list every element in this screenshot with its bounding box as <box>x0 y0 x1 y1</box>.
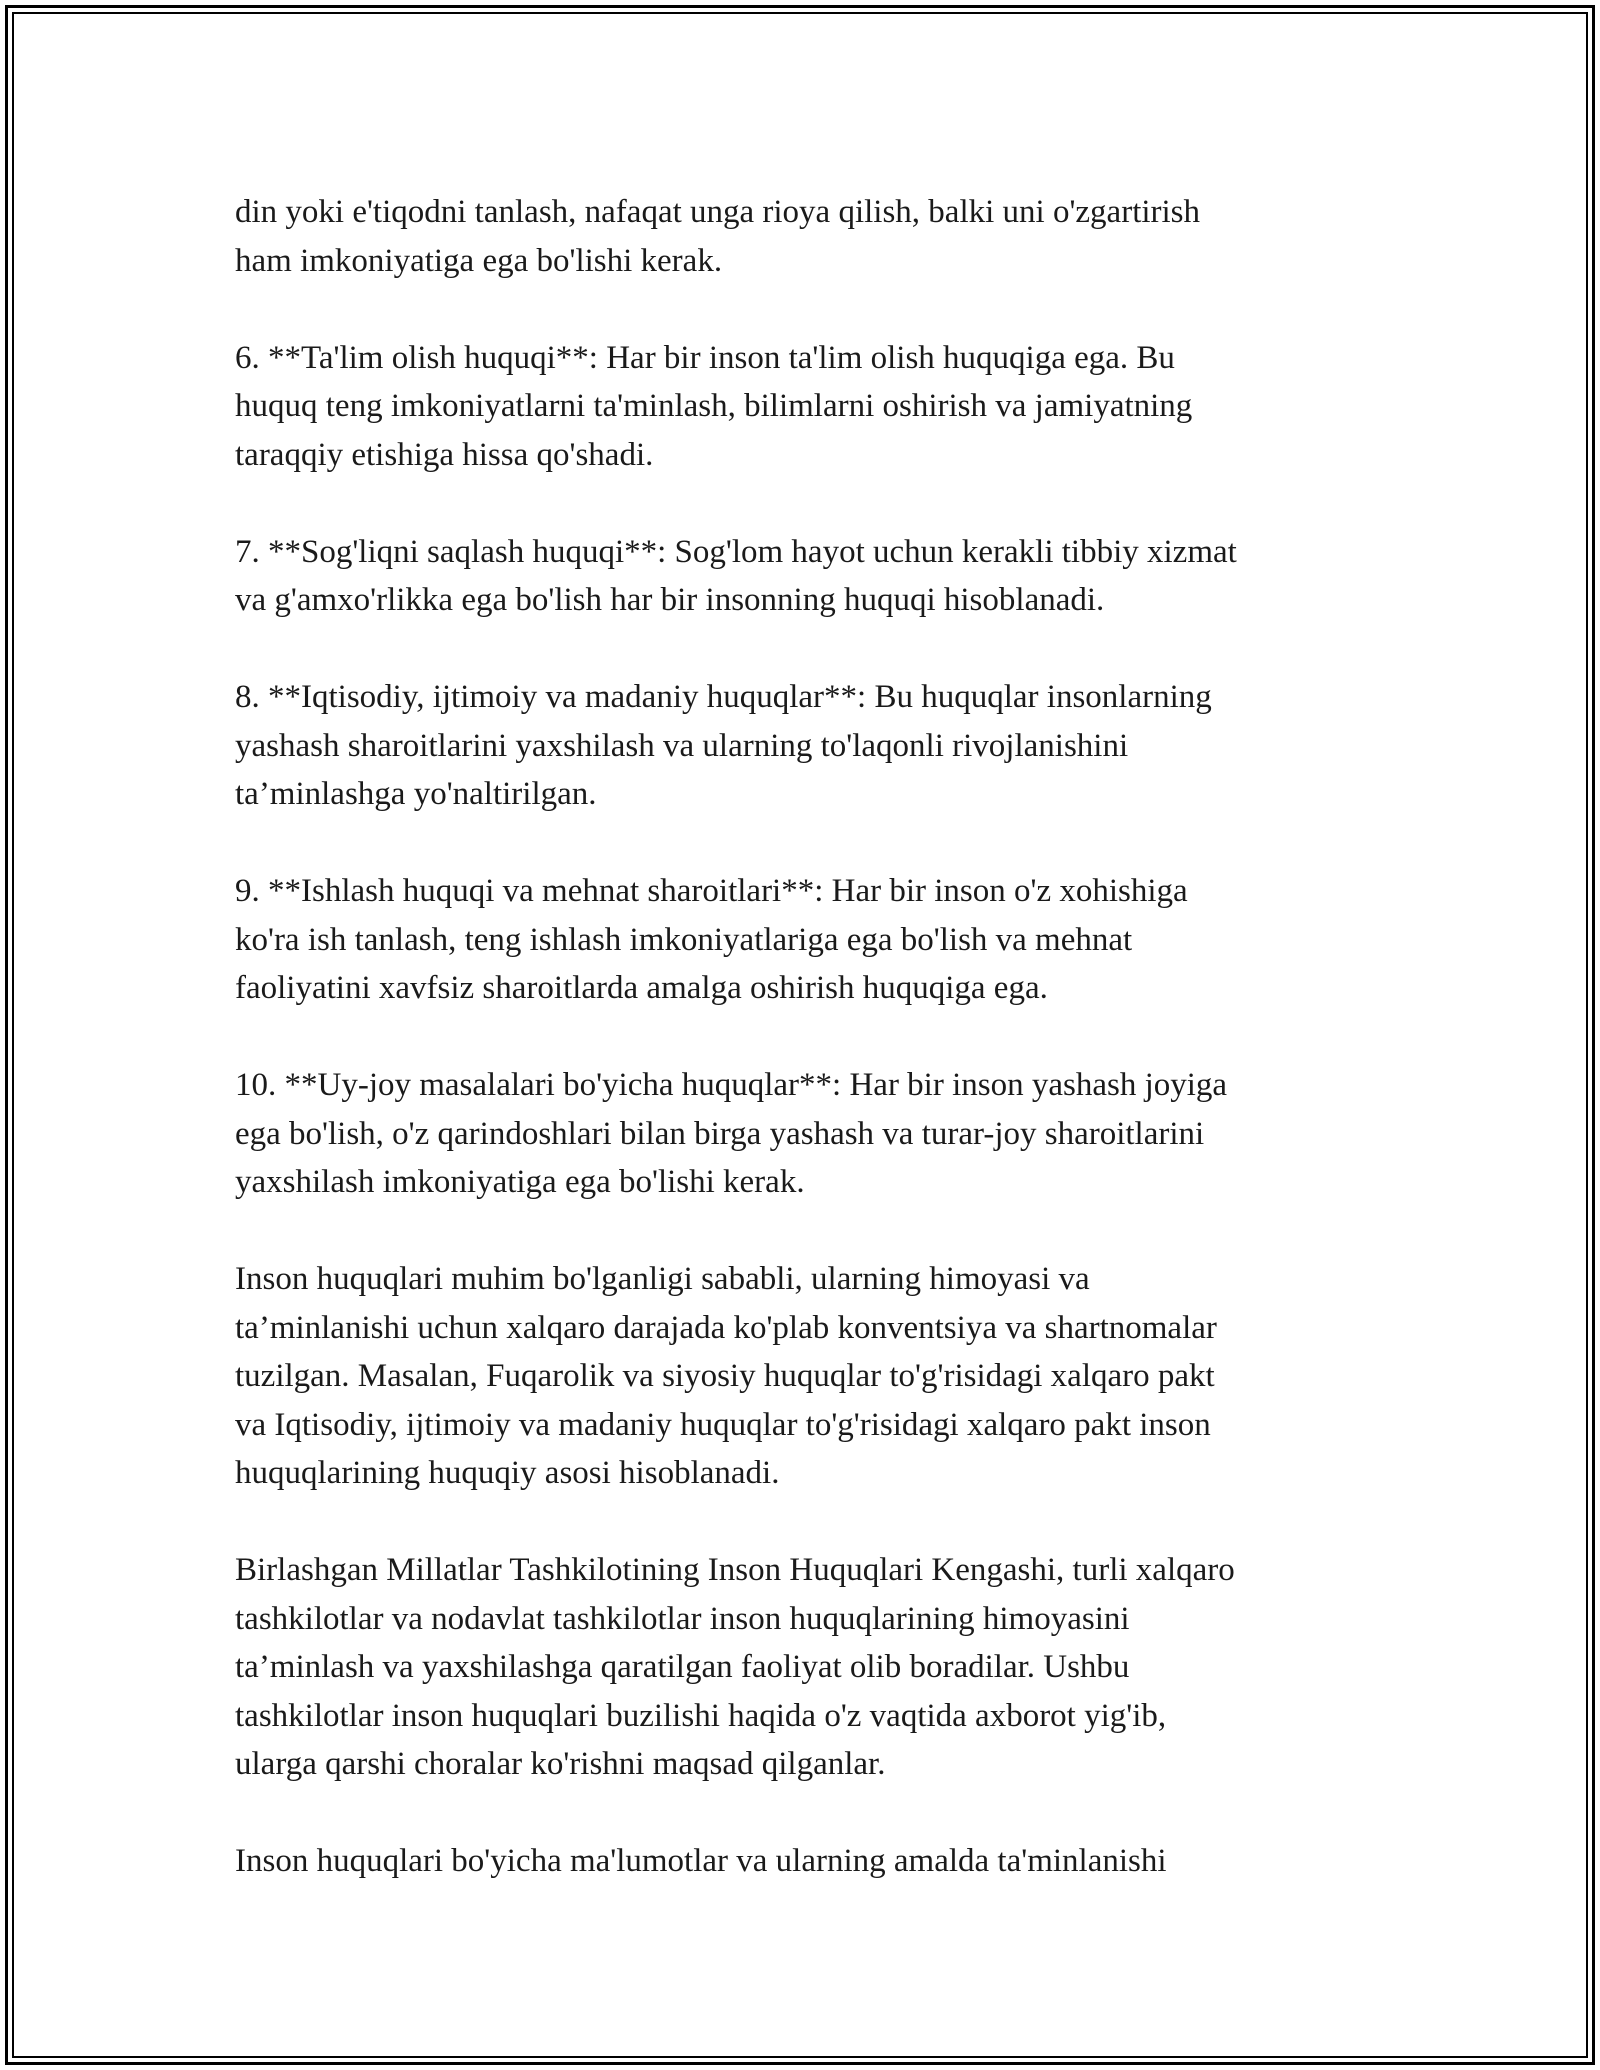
paragraph-right-to-education: 6. **Ta'lim olish huquqi**: Har bir inson ta'lim olish huquqiga ega. Bu huquq teng imkoniyatlarni ta'minlash, bilimlarni oshirish va jamiyatning taraqqiy etishiga hissa qo'shadi. <box>235 339 1193 473</box>
paragraph-right-to-work: 9. **Ishlash huquqi va mehnat sharoitlari**: Har bir inson o'z xohishiga ko'ra ish tanlash, teng ishlash imkoniyatlariga ega bo'lish va mehnat faoliyatini xavfsiz sharoitlarda amalga oshirish huquqiga ega. <box>235 873 1188 1006</box>
paragraph-housing-rights: 10. **Uy-joy masalalari bo'yicha huquqlar**: Har bir inson yashash joyiga ega bo'lish, o'z qarindoshlari bilan birga yashash va turar-joy sharoitlarini yaxshilash imkoniyatiga ega bo'lishi kerak. <box>235 1067 1228 1200</box>
paragraph-human-rights-data: Inson huquqlari bo'yicha ma'lumotlar va ularning amalda ta'minlanishi <box>235 1843 1167 1879</box>
paragraph-international-covenants: Inson huquqlari muhim bo'lganligi sababli, ularning himoyasi va ta’minlanishi uchun xalqaro darajada ko'plab konventsiya va shartnomalar tuzilgan. Masalan, Fuqarolik va siyosiy huquqlar to'g'risidagi xalqaro pakt va Iqtisodiy, ijtimoiy va madaniy huquqlar to'g'risidagi xalqaro pakt inson huquqlarining huquqiy asosi hisoblanadi. <box>235 1261 1217 1491</box>
paragraph-economic-social-cultural-rights: 8. **Iqtisodiy, ijtimoiy va madaniy huquqlar**: Bu huquqlar insonlarning yashash sharoitlarini yaxshilash va ularning to'laqonli rivojlanishini ta’minlashga yo'naltirilgan. <box>235 679 1212 812</box>
paragraph-right-to-health: 7. **Sog'liqni saqlash huquqi**: Sog'lom hayot uchun kerakli tibbiy xizmat va g'amxo'rlikka ega bo'lish har bir insonning huquqi hisoblanadi. <box>235 533 1237 618</box>
paragraph-religion-continuation: din yoki e'tiqodni tanlash, nafaqat unga rioya qilish, balki uni o'zgartirish ham imkoniyatiga ega bo'lishi kerak. <box>235 194 1201 279</box>
document-body <box>235 188 1365 1886</box>
paragraph-un-human-rights-council: Birlashgan Millatlar Tashkilotining Inson Huquqlari Kengashi, turli xalqaro tashkilotlar va nodavlat tashkilotlar inson huquqlarining himoyasini ta’minlash va yaxshilashga qaratilgan faoliyat olib boradilar. Ushbu tashkilotlar inson huquqlari buzilishi haqida o'z vaqtida axborot yig'ib, ularga qarshi choralar ko'rishni maqsad qilganlar. <box>235 1552 1235 1782</box>
